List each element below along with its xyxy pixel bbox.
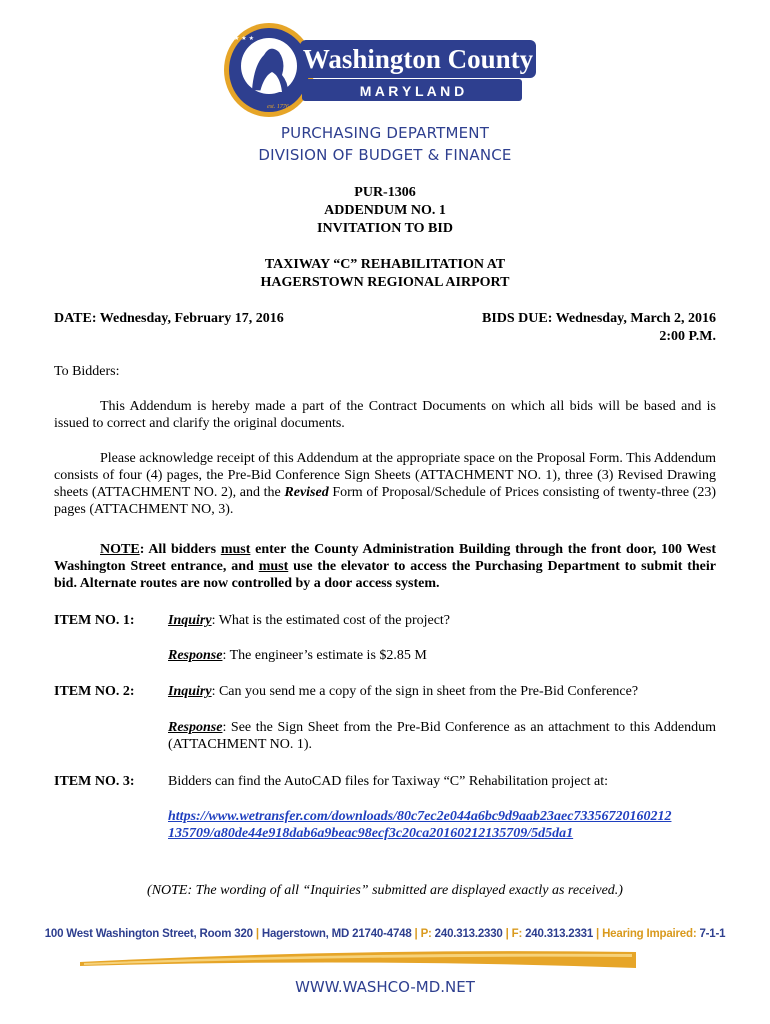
salutation: To Bidders: xyxy=(54,364,120,379)
bids-due: BIDS DUE: Wednesday, March 2, 2016 xyxy=(481,311,716,326)
project-title-1: TAXIWAY “C” REHABILITATION AT xyxy=(264,257,506,272)
item-3-label: ITEM NO. 3: xyxy=(54,774,135,789)
doc-type: INVITATION TO BID xyxy=(317,221,453,236)
paragraph-intro: This Addendum is hereby made a part of the Contract Documents on which all bids will be based and is issued to correct and clarify the original documents. xyxy=(54,399,716,431)
project-title-2: HAGERSTOWN REGIONAL AIRPORT xyxy=(260,275,510,290)
item-2-response: Response: See the Sign Sheet from the Pre-Bid Conference as an attachment to this Addendum (ATTACHMENT NO. 1). xyxy=(168,720,716,752)
washington-county-logo xyxy=(222,20,542,120)
doc-number: PUR-1306 xyxy=(354,185,416,200)
item-2-label: ITEM NO. 2: xyxy=(54,684,135,699)
date-line: DATE: Wednesday, February 17, 2016 xyxy=(54,311,284,326)
footer-contact: 100 West Washington Street, Room 320 | Hagerstown, MD 21740-4748 | P: 240.313.2330 | F: 240.313.2331 | Hearing Impaired: 7-1-1 xyxy=(44,928,726,940)
division-line: DIVISION OF BUDGET & FINANCE xyxy=(258,146,512,164)
svg-text:★ ★ ★: ★ ★ ★ xyxy=(234,35,254,42)
item-1-response: Response: The engineer’s estimate is $2.85 M xyxy=(168,648,427,663)
item-3-text: Bidders can find the AutoCAD files for Taxiway “C” Rehabilitation project at: xyxy=(168,774,609,789)
logo-est: est. 1776 xyxy=(267,104,289,110)
footnote: (NOTE: The wording of all “Inquiries” submitted are displayed exactly as received.) xyxy=(147,883,623,898)
gold-swoosh xyxy=(80,948,640,972)
bids-due-time: 2:00 P.M. xyxy=(659,329,716,344)
note-label: NOTE xyxy=(100,542,140,557)
logo-state: M A R Y L A N D xyxy=(359,83,465,99)
website-link[interactable]: WWW.WASHCO-MD.NET xyxy=(295,978,475,996)
item-1-label: ITEM NO. 1: xyxy=(54,613,135,628)
logo-name: Washington County xyxy=(302,44,534,74)
note-paragraph: NOTE: All bidders must enter the County Administration Building through the front door, 100 West Washington Street entrance, and must use the elevator to access the Purchasing Department to submit their bid. Alternate routes are now controlled by a door access system. xyxy=(54,542,717,591)
addendum-number: ADDENDUM NO. 1 xyxy=(324,203,446,218)
autocad-download-link[interactable]: https://www.wetransfer.com/downloads/80c7ec2e044a6bc9d9aab23aec73356720160212 135709/a80de44e918dab6a9beac98ecf3c20ca20160212135709/5d5da1 xyxy=(168,809,672,841)
department-line: PURCHASING DEPARTMENT xyxy=(280,124,490,142)
item-2-inquiry: Inquiry: Can you send me a copy of the sign in sheet from the Pre-Bid Conference? xyxy=(168,684,639,699)
revised-emphasis: Revised xyxy=(284,485,329,500)
item-1-inquiry: Inquiry: What is the estimated cost of the project? xyxy=(168,613,451,628)
paragraph-acknowledge: Please acknowledge receipt of this Addendum at the appropriate space on the Proposal Form. This Addendum consists of four (4) pages, the Pre-Bid Conference Sign Sheets (ATTACHMENT NO. 1), three (3) Revised Drawing sheets (ATTACHMENT NO. 2), and the Revised Form of Proposal/Schedule of Prices consisting of twenty-three (23) pages (ATTACHMENT NO, 3). xyxy=(54,451,717,517)
